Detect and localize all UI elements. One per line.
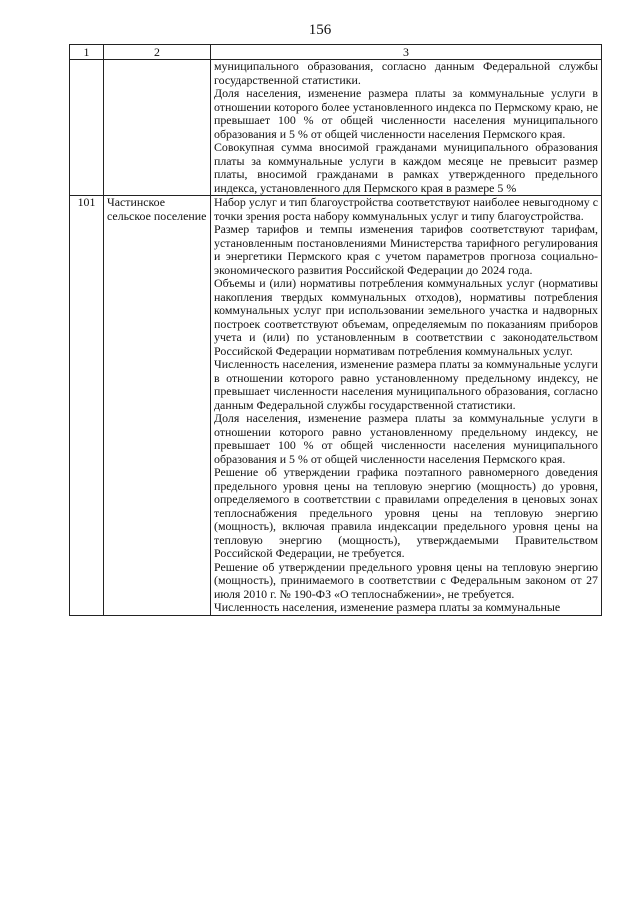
row-name-cell — [104, 60, 211, 196]
page-number: 156 — [308, 22, 332, 38]
paragraph: Доля населения, изменение размера платы за коммунальные услуги в отношении которого более установленного индекса по Пермскому краю, не превышает 100 % от общей численности населения муниципального образования и 5 % от общей численности населения Пермского края. — [214, 86, 598, 141]
paragraph: Доля населения, изменение размера платы за коммунальные услуги в отношении которого равно установленному предельному индексу, не превышает 100 % от общей численности населения муниципального образования и 5 % от общей численности населения Пермского края. — [214, 411, 598, 466]
paragraph: Численность населения, изменение размера платы за коммунальные услуги в отношении которого равно установленному предельному индексу, не превышает численности населения муниципального образования, согласно данным Федеральной службы государственной статистики. — [214, 357, 598, 412]
paragraph: Решение об утверждении предельного уровня цены на тепловую энергию (мощность), принимаемого в соответствии с Федеральным законом от 27 июля 2010 г. № 190-ФЗ «О теплоснабжении», не требуется. — [214, 559, 598, 601]
row-text-cell — [211, 60, 602, 196]
row-number-cell — [70, 60, 104, 196]
document-table — [69, 44, 602, 616]
column-header-3: 3 — [211, 45, 602, 60]
paragraph: Размер тарифов и темпы изменения тарифов соответствуют тарифам, установленным постановлениями Министерства тарифного регулирования и энергетики Пермского края с учетом параметров прогноза социально-экономического развития Российской Федерации до 2024 года. — [214, 222, 598, 277]
paragraph: Совокупная сумма вносимой гражданами муниципального образования платы за коммунальные услуги в каждом месяце не превысит размер платы, вносимой гражданами в рамках утвержденного предельного индекса, установленного для Пермского края в размере 5 % — [214, 140, 598, 195]
paragraph: Решение об утверждении графика поэтапного равномерного доведения предельного уровня цены на тепловую энергию (мощность) до уровня, определяемого в соответствии с правилами определения в ценовых зонах теплоснабжения предельного уровня цены на тепловую энергию (мощность), включая правила индексации предельного уровня цены на тепловую энергию (мощность), утверждаемыми Правительством Российской Федерации, не требуется. — [214, 465, 598, 560]
paragraph: Объемы и (или) нормативы потребления коммунальных услуг (нормативы накопления твердых коммунальных отходов), нормативы потребления коммунальных услуг при использовании земельного участка и надворных построек соответствуют объемам, определяемым по показаниям приборов учета и (или) по установленным в соответствии с законодательством Российской Федерации нормативам потребления коммунальных услуг. — [214, 276, 598, 358]
table-row-101 — [70, 196, 602, 616]
row-name-cell: Частинское сельское поселение — [104, 196, 211, 616]
row-number-cell: 101 — [70, 196, 104, 616]
column-header-1: 1 — [70, 45, 104, 60]
paragraph: Численность населения, изменение размера платы за коммунальные — [214, 600, 561, 614]
row-text-cell — [211, 196, 602, 616]
paragraph: муниципального образования, согласно данным Федеральной службы государственной статистики. — [214, 59, 598, 87]
paragraph: Набор услуг и тип благоустройства соответствуют наиболее невыгодному с точки зрения роста набору коммунальных услуг и типу благоустройства. — [214, 195, 598, 223]
table-row-continuation — [70, 60, 602, 196]
column-header-2: 2 — [104, 45, 211, 60]
table-header-row — [70, 45, 602, 60]
